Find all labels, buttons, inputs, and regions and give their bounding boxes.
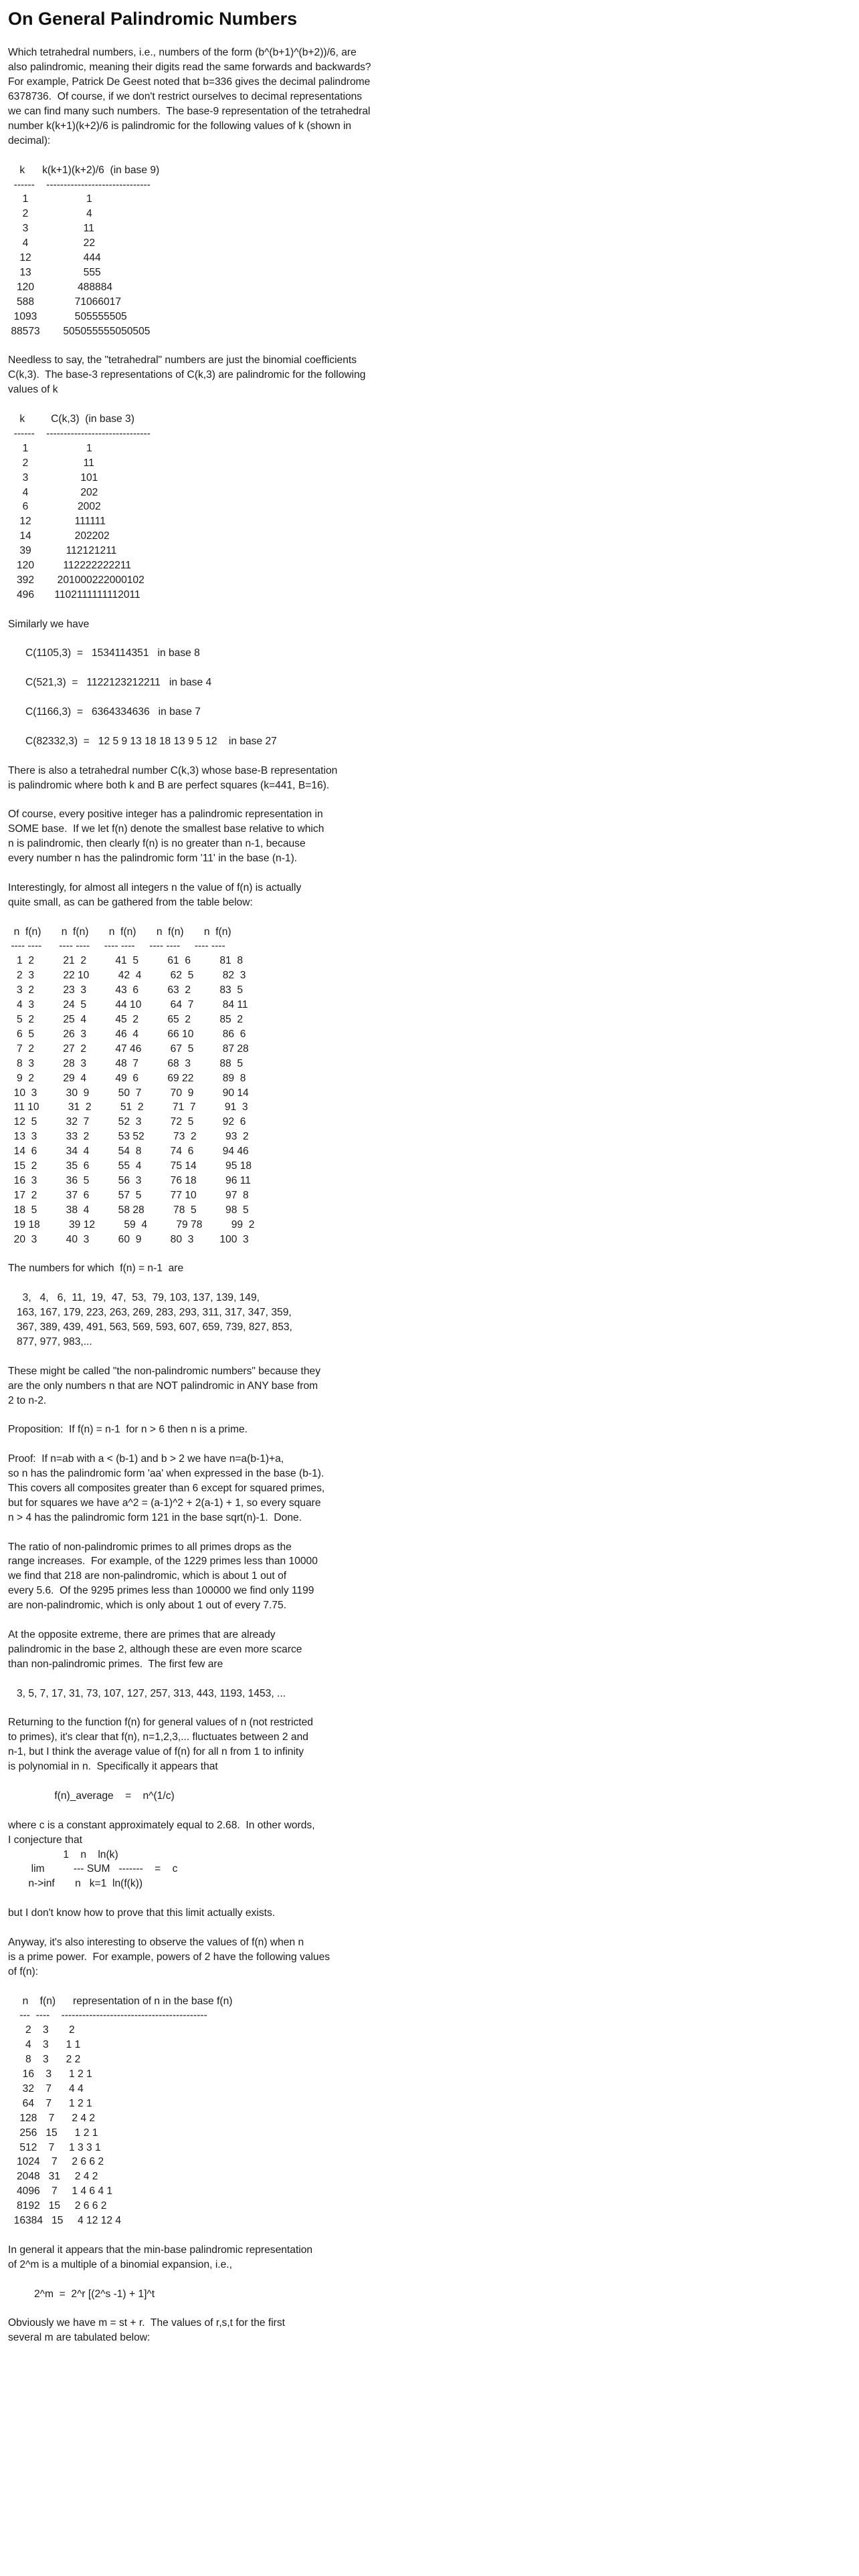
nonpal-name-paragraph: These might be called "the non-palindromic numbers" because they are the only numbers n that are NOT palindromic in ANY base from 2 to n-2. [8, 1365, 321, 1406]
block-gap [8, 792, 851, 807]
base3-table: k C(k,3) (in base 3) ------ ------------------------------ 1 1 2 11 3 101 4 202 6 2002 12 111111 14 202202 39 112121211 120 112222222211 392 201000222000102 496 1102111111112011 [13, 413, 151, 601]
block-gap [8, 2302, 851, 2317]
block-gap [8, 1672, 851, 1687]
fn-table: n f(n) n f(n) n f(n) n f(n) n f(n) ---- ---- ---- ---- ---- ---- ---- ---- ---- ---- 1 2 21 2 41 5 61 6 81 8 2 3 22 10 42 4 62 5 82 3 3 2 23 3 43 6 63 2 83 5 4 3 24 5 44 10 64 7 84 11 5 2 25 4 45 2 65 2 85 2 6 5 26 3 46 4 66 10 86 6 7 2 27 2 47 46 67 5 87 28 8 3 28 3 48 7 68 3 88 5 9 2 29 4 49 6 69 22 89 8 10 3 30 9 50 7 70 9 90 14 11 10 31 2 51 2 71 7 91 3 12 5 32 7 52 3 72 5 92 6 13 3 33 2 53 52 73 2 93 2 14 6 34 4 54 8 74 6 94 46 15 2 35 6 55 4 75 14 95 18 16 3 36 5 56 3 76 18 96 11 17 2 37 6 57 5 77 10 97 8 18 5 38 4 58 28 78 5 98 5 19 18 39 12 59 4 79 78 99 2 20 3 40 3 60 9 80 3 100 3 [11, 926, 255, 1245]
block-gap [8, 1525, 851, 1540]
small-values-paragraph: Interestingly, for almost all integers n the value of f(n) is actually quite small, as can be gathered from the table below: [8, 881, 302, 908]
block-gap [8, 1437, 851, 1452]
average-formula: f(n)_average = n^(1/c) [8, 1790, 175, 1802]
block-gap [8, 632, 851, 647]
intro-paragraph: Which tetrahedral numbers, i.e., numbers of the form (b^(b+1)^(b+2))/6, are also palindromic, meaning their digits read the same forwards and backwards? For example, Patrick De Geest noted that b=336 gives the decimal palindrome 6378736. Of course, if we don't restrict ourselves to decimal representations we can find many such numbers. The base-9 representation of the tetrahedral number k(k+1)(k+2)/6 is palindromic for the following values of k (shown in decimal): [8, 47, 371, 146]
block-gap [8, 720, 851, 734]
block-gap [8, 1921, 851, 1935]
block-gap [8, 661, 851, 675]
average-paragraph: Returning to the function f(n) for general values of n (not restricted to primes), it's clear that f(n), n=1,2,3,... fluctuates between 2 and n-1, but I think the average value of f(n) for all n from 1 to infinity is polynomial in n. Specifically it appears that [8, 1717, 313, 1773]
nonpal-intro-line: The numbers for which f(n) = n-1 are [8, 1263, 184, 1275]
block-gap [8, 910, 851, 925]
block-gap [8, 2228, 851, 2243]
block-gap [8, 1247, 851, 1262]
binomial-paragraph: Needless to say, the "tetrahedral" numbers are just the binomial coefficients C(k,3). The base-3 representations of C(k,3) are palindromic for the following values of k [8, 354, 366, 396]
fn-definition-paragraph: Of course, every positive integer has a palindromic representation in SOME base. If we let f(n) denote the smallest base relative to which n is palindromic, then clearly f(n) is no greater than n-1, because every number n has the palindromic form '11' in the base (n-1). [8, 809, 324, 865]
example-base4: C(521,3) = 1122123212211 in base 4 [8, 677, 212, 689]
squares-paragraph: There is also a tetrahedral number C(k,3) whose base-B representation is palindromic where both k and B are perfect squares (k=441, B=16). [8, 764, 338, 791]
article-body [8, 45, 851, 2345]
block-gap [8, 1891, 851, 1906]
powers-of-2-table: n f(n) representation of n in the base f(n) --- ---- ------------------------------------------ 2 3 2 4 3 1 1 8 3 2 2 16 3 1 2 1 32 7 4 4 64 7 1 2 1 128 7 2 4 2 256 15 1 2 1 512 7 1 3 3 1 1024 7 2 6 6 2 2048 31 2 4 2 4096 7 1 4 6 4 1 8192 15 2 6 6 2 16384 15 4 12 12 4 [13, 1995, 233, 2227]
example-base7: C(1166,3) = 6364334636 in base 7 [8, 706, 201, 718]
block-gap [8, 1613, 851, 1628]
block-gap [8, 749, 851, 764]
block-gap [8, 339, 851, 354]
block-gap [8, 603, 851, 617]
block-gap [8, 1408, 851, 1422]
ratio-paragraph: The ratio of non-palindromic primes to all primes drops as the range increases. For example, of the 1229 primes less than 10000 we find that 218 are non-palindromic, which is about 1 out of every 5.6. Of the 9295 primes less than 100000 we find only 1199 are non-palindromic, which is only about 1 out of every 7.75. [8, 1541, 318, 1612]
proposition-line: Proposition: If f(n) = n-1 for n > 6 then n is a prime. [8, 1424, 248, 1436]
opposite-extreme-paragraph: At the opposite extreme, there are primes that are already palindromic in the base 2, although these are even more scarce than non-palindromic primes. The first few are [8, 1628, 302, 1670]
example-base8: C(1105,3) = 1534114351 in base 8 [8, 647, 200, 659]
block-gap [8, 397, 851, 412]
example-base27: C(82332,3) = 12 5 9 13 18 18 13 9 5 12 in base 27 [8, 735, 277, 747]
similarly-line: Similarly we have [8, 618, 90, 630]
proof-paragraph: Proof: If n=ab with a < (b-1) and b > 2 we have n=a(b-1)+a, so n has the palindromic form 'aa' when expressed in the base (b-1). This covers all composites greater than 6 except for squared primes, but for squares we have a^2 = (a-1)^2 + 2(a-1) + 1, so every square n > 4 has the palindromic form 121 in the base sqrt(n)-1. Done. [8, 1453, 325, 1523]
block-gap [8, 148, 851, 163]
base2-primes-list: 3, 5, 7, 17, 31, 73, 107, 127, 257, 313, 443, 1193, 1453, ... [8, 1687, 286, 1699]
block-gap [8, 690, 851, 705]
block-gap [8, 1701, 851, 1715]
base9-table: k k(k+1)(k+2)/6 (in base 9) ------ ------------------------------ 1 1 2 4 3 11 4 22 12 444 13 555 120 488884 588 71066017 1093 505555505 88573 505055555050505 [11, 164, 160, 337]
nonpal-list: 3, 4, 6, 11, 19, 47, 53, 79, 103, 137, 139, 149, 163, 167, 179, 223, 263, 269, 283, 293, 311, 317, 347, 359, 367, 389, 439, 491, 563, 569, 593, 607, 659, 739, 827, 853, 877, 977, 983,... [16, 1292, 292, 1348]
binomial-formula: 2^m = 2^r [(2^s -1) + 1]^t [8, 2288, 155, 2300]
conjecture-block: where c is a constant approximately equal to 2.68. In other words, I conjecture that 1 n ln(k) lim --- SUM ------- = c n->inf n k=1 ln(f(k)) [8, 1819, 315, 1890]
block-gap [8, 1774, 851, 1789]
block-gap [8, 1979, 851, 1994]
block-gap [8, 1350, 851, 1364]
block-gap [8, 1276, 851, 1291]
block-gap [8, 2272, 851, 2287]
block-gap [8, 866, 851, 881]
prime-power-paragraph: Anyway, it's also interesting to observe the values of f(n) when n is a prime power. For example, powers of 2 have the following values of f(n): [8, 1936, 330, 1977]
binomial-expansion-paragraph: In general it appears that the min-base palindromic representation of 2^m is a multiple of a binomial expansion, i.e., [8, 2244, 313, 2270]
page-title: On General Palindromic Numbers [8, 9, 298, 29]
closing-paragraph: Obviously we have m = st + r. The values of r,s,t for the first several m are tabulated below: [8, 2317, 285, 2344]
limit-line: but I don't know how to prove that this limit actually exists. [8, 1907, 276, 1919]
block-gap [8, 1804, 851, 1818]
